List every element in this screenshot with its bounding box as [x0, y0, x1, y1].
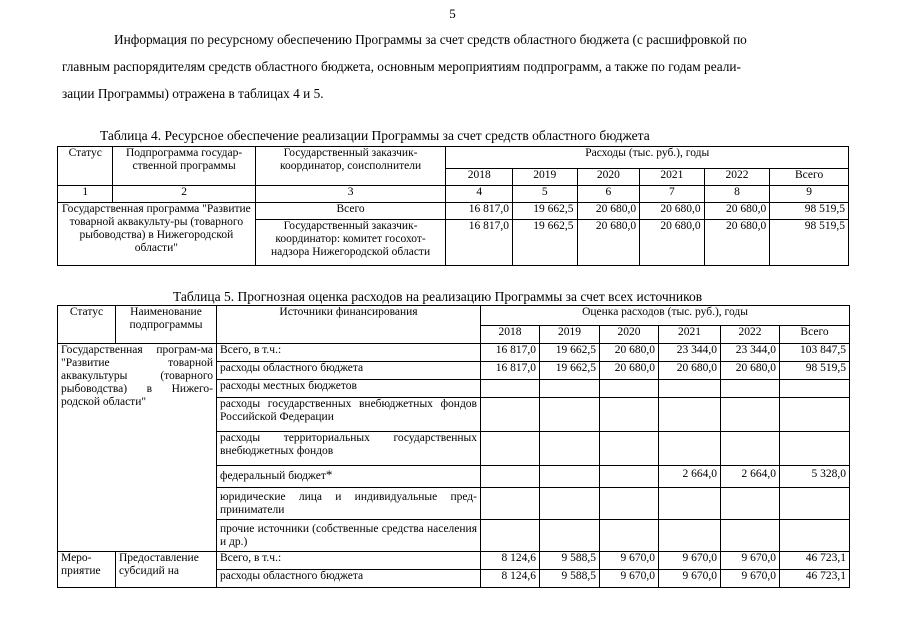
t5-header-sources: Источники финансирования [217, 306, 481, 344]
t4-header-customer: Государственный заказчик-координатор, соисполнители [255, 147, 446, 186]
t5-program-name: Государственная програм-ма "Развитие товарной аквакультуры (товарного рыбоводства) в Нижего-родской области" [58, 344, 217, 552]
t5-cell [481, 398, 540, 432]
t5-source: расходы территориальных государственных внебюджетных фондов [217, 432, 481, 466]
page-number: 5 [449, 6, 456, 21]
t5-cell [540, 398, 600, 432]
t4-year: 2019 [512, 169, 577, 186]
t5-cell: 20 680,0 [600, 344, 659, 362]
t4-col-number: 1 [58, 186, 113, 203]
t5-cell [600, 488, 659, 520]
t5-cell: 2 664,0 [659, 466, 721, 488]
t5-year: 2021 [659, 326, 721, 344]
t5-cell [481, 520, 540, 552]
table4 [57, 146, 849, 266]
t5-cell [659, 432, 721, 466]
t4-cell: 98 519,5 [770, 220, 849, 266]
t5-cell: 19 662,5 [540, 362, 600, 380]
t4-year: Всего [770, 169, 849, 186]
t5-cell: 9 670,0 [659, 570, 721, 588]
intro-line-1: Информация по ресурсному обеспечению Программы за счет средств областного бюджета (с расшифровкой по [114, 32, 747, 47]
t5-cell: 23 344,0 [721, 344, 780, 362]
t4-col-number: 5 [512, 186, 577, 203]
t5-cell: 103 847,5 [780, 344, 850, 362]
t5-cell: 46 723,1 [780, 570, 850, 588]
t5-cell: 9 670,0 [600, 570, 659, 588]
t5-cell [659, 488, 721, 520]
t4-header-status: Статус [58, 147, 113, 186]
t5-cell [600, 380, 659, 398]
t5-cell [780, 398, 850, 432]
footnote-mark: * [325, 467, 333, 482]
t5-source: Всего, в т.ч.: [217, 552, 481, 570]
t5-cell [540, 380, 600, 398]
t4-cell: 20 680,0 [640, 220, 705, 266]
t4-cell: 16 817,0 [446, 203, 513, 220]
t5-cell [721, 488, 780, 520]
t4-col-number: 7 [640, 186, 705, 203]
t4-col-number: 2 [113, 186, 255, 203]
t5-cell: 2 664,0 [721, 466, 780, 488]
t5-header-name: Наименование подпрограммы [116, 306, 217, 344]
t4-header-subprogram: Подпрограмма государ-ственной программы [113, 147, 255, 186]
t5-source: расходы местных бюджетов [217, 380, 481, 398]
t4-col-number: 8 [704, 186, 770, 203]
t5-source-federal [217, 466, 481, 488]
t4-row-label: Всего [255, 203, 446, 220]
t5-cell [481, 488, 540, 520]
t5-cell: 46 723,1 [780, 552, 850, 570]
t5-cell: 16 817,0 [481, 362, 540, 380]
t5-cell: 19 662,5 [540, 344, 600, 362]
t5-cell: 9 588,5 [540, 552, 600, 570]
t4-cell: 19 662,5 [512, 203, 577, 220]
t5-cell: 20 680,0 [721, 362, 780, 380]
t5-measure-status: Меро-приятие [58, 552, 116, 588]
t4-cell: 16 817,0 [446, 220, 513, 266]
t5-cell: 9 670,0 [721, 552, 780, 570]
t5-cell: 20 680,0 [659, 362, 721, 380]
t4-col-number: 9 [770, 186, 849, 203]
t5-cell [600, 432, 659, 466]
intro-line-2: главным распорядителям средств областного бюджета, основным мероприятиям подпрограмм, а также по годам реали- [62, 59, 741, 74]
t5-measure-name: Предоставление субсидий на [116, 552, 217, 588]
t5-year: Всего [780, 326, 850, 344]
t5-source: прочие источники (собственные средства населения и др.) [217, 520, 481, 552]
table5-caption: Таблица 5. Прогнозная оценка расходов на реализацию Программы за счет всех источников [173, 289, 703, 304]
t5-year: 2018 [481, 326, 540, 344]
intro-line-3: зации Программы) отражена в таблицах 4 и 5. [62, 86, 324, 101]
t5-cell: 20 680,0 [600, 362, 659, 380]
t5-year: 2020 [600, 326, 659, 344]
t5-header-status: Статус [58, 306, 116, 344]
t4-cell: 20 680,0 [704, 203, 770, 220]
t5-cell [481, 380, 540, 398]
t4-cell: 20 680,0 [704, 220, 770, 266]
t5-year: 2022 [721, 326, 780, 344]
t5-year: 2019 [540, 326, 600, 344]
t5-cell [780, 380, 850, 398]
t4-year: 2021 [640, 169, 705, 186]
t4-year: 2018 [446, 169, 513, 186]
t5-cell: 8 124,6 [481, 552, 540, 570]
t4-cell: 20 680,0 [577, 220, 640, 266]
t4-cell: 19 662,5 [512, 220, 577, 266]
t4-cell: 98 519,5 [770, 203, 849, 220]
t5-cell [659, 380, 721, 398]
t4-row-label: Государственный заказчик-координатор: комитет госохот-надзора Нижегородской области [255, 220, 446, 266]
t5-cell: 9 670,0 [721, 570, 780, 588]
t5-cell [481, 432, 540, 466]
t5-header-estimate: Оценка расходов (тыс. руб.), годы [481, 306, 850, 326]
t4-col-number: 3 [255, 186, 446, 203]
t5-cell [659, 520, 721, 552]
t5-cell: 16 817,0 [481, 344, 540, 362]
t5-cell [780, 520, 850, 552]
t5-cell [600, 398, 659, 432]
t5-cell [540, 488, 600, 520]
t4-year: 2022 [704, 169, 770, 186]
t5-source: Всего, в т.ч.: [217, 344, 481, 362]
t5-cell: 23 344,0 [659, 344, 721, 362]
t4-program-name: Государственная программа "Развитие товарной аквакульту-ры (товарного рыбоводства) в Нижегородской области" [58, 203, 256, 266]
t5-cell [721, 432, 780, 466]
t5-cell: 9 588,5 [540, 570, 600, 588]
t4-col-number: 4 [446, 186, 513, 203]
t5-cell: 9 670,0 [600, 552, 659, 570]
t5-cell: 98 519,5 [780, 362, 850, 380]
t5-source: расходы государственных внебюджетных фондов Российской Федерации [217, 398, 481, 432]
t5-cell: 8 124,6 [481, 570, 540, 588]
t5-cell [540, 432, 600, 466]
table5 [57, 305, 850, 588]
t4-cell: 20 680,0 [640, 203, 705, 220]
t5-cell [721, 520, 780, 552]
t5-cell [600, 466, 659, 488]
t4-year: 2020 [577, 169, 640, 186]
t5-cell [721, 398, 780, 432]
t5-cell: 5 328,0 [780, 466, 850, 488]
intro-paragraph [62, 26, 846, 107]
t5-source: расходы областного бюджета [217, 362, 481, 380]
t5-cell [481, 466, 540, 488]
t5-cell: 9 670,0 [659, 552, 721, 570]
t5-cell [721, 380, 780, 398]
t5-cell [780, 488, 850, 520]
t5-cell [600, 520, 659, 552]
t5-source: юридические лица и индивидуальные пред-приниматели [217, 488, 481, 520]
table4-caption: Таблица 4. Ресурсное обеспечение реализации Программы за счет средств областного бюджета [100, 128, 650, 143]
t5-cell [540, 520, 600, 552]
t4-cell: 20 680,0 [577, 203, 640, 220]
t5-source: расходы областного бюджета [217, 570, 481, 588]
t5-source: федеральный бюджет [220, 470, 326, 482]
t5-cell [780, 432, 850, 466]
t4-header-expenses: Расходы (тыс. руб.), годы [446, 147, 849, 169]
t4-col-number: 6 [577, 186, 640, 203]
t5-cell [659, 398, 721, 432]
t5-cell [540, 466, 600, 488]
